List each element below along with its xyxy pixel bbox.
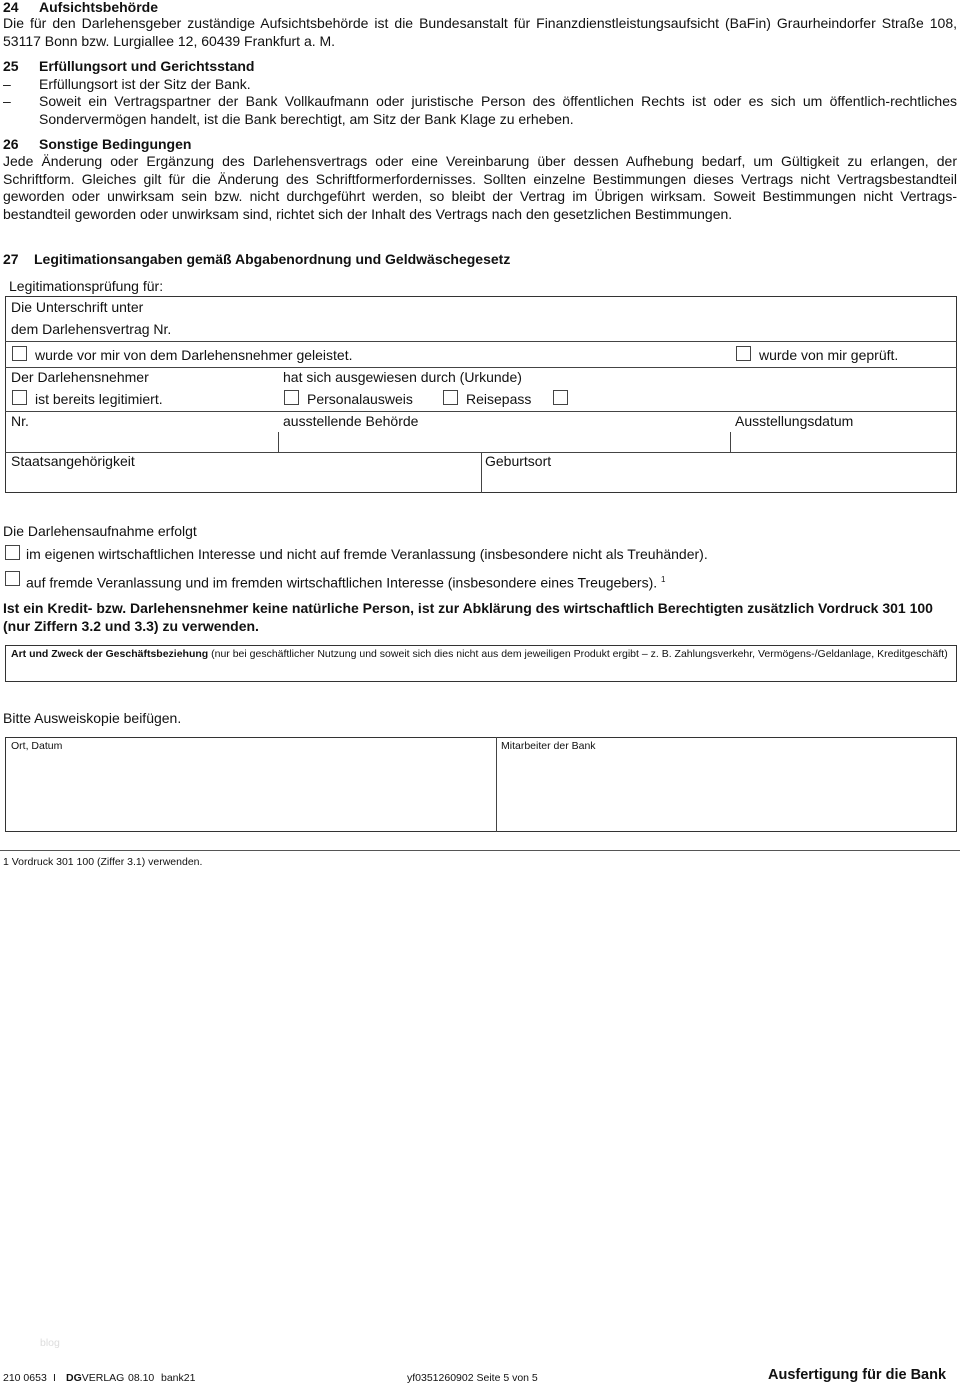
footer-doc-page: yf0351260902 Seite 5 von 5 bbox=[407, 1372, 538, 1384]
employee-label: Mitarbeiter der Bank bbox=[501, 740, 596, 752]
divider bbox=[5, 341, 957, 342]
purpose-label bbox=[11, 646, 948, 663]
birthplace-label: Geburtsort bbox=[485, 453, 552, 469]
watermark: blog bbox=[40, 1337, 60, 1349]
authority-label: ausstellende Behörde bbox=[283, 413, 419, 429]
verlag-text: VERLAG bbox=[81, 1372, 125, 1384]
borrower-label: Der Darlehensnehmer bbox=[11, 369, 149, 385]
divider bbox=[481, 452, 482, 493]
divider bbox=[5, 411, 957, 412]
section-25-number: 25 bbox=[3, 58, 19, 74]
section-26-text: Jede Änderung oder Ergänzung des Darlehensvertrags oder eine Vereinbarung über dessen Aufhebung bedarf, um Gültigkeit zu erlangen, der Schriftform. Gleiches gilt für die Änderung des Schriftformerfordernisses. Sollten einzelne Bestimmungen dieses Vertrags nicht Vertragsbestandteil geworden oder unwirksam sein bzw. nicht durchgeführt werden, so bleibt der Vertrag im Übrigen wirksam. Soweit Bestimmungen nicht Vertrags-bestandteil geworden oder unwirksam sind, richtet sich der Inhalt des Vertrags nach den gesetzlichen Bestimmungen. bbox=[3, 153, 957, 222]
divider bbox=[496, 737, 497, 832]
passport-checkbox[interactable] bbox=[443, 390, 458, 405]
other-document-checkbox[interactable] bbox=[553, 390, 568, 405]
loan-intro: Die Darlehensaufnahme erfolgt bbox=[3, 523, 197, 539]
footnote-ref: 1 bbox=[661, 575, 666, 584]
legitimized-label: ist bereits legitimiert. bbox=[35, 391, 163, 407]
bullet-dash: – bbox=[3, 93, 11, 109]
divider bbox=[730, 432, 731, 452]
section-24-title: Aufsichtsbehörde bbox=[39, 0, 159, 15]
footer-copy-for: Ausfertigung für die Bank bbox=[768, 1367, 947, 1383]
footer-date: 08.10 bbox=[128, 1372, 155, 1384]
section-26-number: 26 bbox=[3, 136, 19, 152]
dg-logo: DG bbox=[66, 1372, 82, 1384]
section-24-text: Die für den Darlehensgeber zuständige Aufsichtsbehörde ist die Bundesanstalt für Finanzdienstleistungsaufsicht (BaFin) Graurheindorfer Straße 108, 53117 Bonn bzw. Lurgiallee 12, 60439 Frankfurt a. M. bbox=[3, 15, 957, 49]
place-date-label: Ort, Datum bbox=[11, 740, 63, 752]
checked-label: wurde von mir geprüft. bbox=[759, 347, 899, 363]
section-26-title: Sonstige Bedingungen bbox=[39, 136, 192, 152]
footer-system: bank21 bbox=[161, 1372, 196, 1384]
third-party-label bbox=[26, 571, 665, 592]
id-card-checkbox[interactable] bbox=[284, 390, 299, 405]
section-25-item-1: Erfüllungsort ist der Sitz der Bank. bbox=[39, 76, 251, 92]
legitimation-intro: Legitimationsprüfung für: bbox=[9, 278, 164, 294]
nationality-label: Staatsangehörigkeit bbox=[11, 453, 135, 469]
third-party-checkbox[interactable] bbox=[5, 571, 20, 586]
issue-date-label: Ausstellungsdatum bbox=[735, 413, 854, 429]
own-interest-label: im eigenen wirtschaftlichen Interesse und nicht auf fremde Veranlassung (insbesondere nicht als Treuhänder). bbox=[26, 546, 708, 562]
signature-label-2: dem Darlehensvertrag Nr. bbox=[11, 321, 172, 337]
signature-label-1: Die Unterschrift unter bbox=[11, 299, 144, 315]
purpose-hint: (nur bei geschäftlicher Nutzung und soweit sich dies nicht aus dem jeweiligen Produkt ergibt – z. B. Zahlungsverkehr, Vermögens-/Geldanlage, Kreditgeschäft) bbox=[211, 648, 948, 660]
identified-label: hat sich ausgewiesen durch (Urkunde) bbox=[283, 369, 522, 385]
signed-checkbox[interactable] bbox=[12, 346, 27, 361]
signature-box bbox=[5, 737, 957, 832]
section-27-number: 27 bbox=[3, 251, 19, 267]
section-27-title: Legitimationsangaben gemäß Abgabenordnung und Geldwäschegesetz bbox=[34, 251, 511, 267]
signed-label: wurde vor mir von dem Darlehensnehmer geleistet. bbox=[35, 347, 353, 363]
section-24-number: 24 bbox=[3, 0, 19, 15]
own-interest-checkbox[interactable] bbox=[5, 545, 20, 560]
footer-separator: I bbox=[53, 1372, 56, 1384]
divider bbox=[278, 432, 279, 452]
section-25-item-2: Soweit ein Vertragspartner der Bank Vollkaufmann oder juristische Person des öffentlichen Rechts ist oder es sich um öffentlich-rechtliches Sondervermögen handelt, ist die Bank berechtigt, am Sitz der Bank Klage zu erheben. bbox=[39, 93, 957, 127]
legitimized-checkbox[interactable] bbox=[12, 390, 27, 405]
purpose-title: Art und Zweck der Geschäftsbeziehung bbox=[11, 648, 209, 660]
divider bbox=[5, 367, 957, 368]
footnote-divider bbox=[0, 850, 960, 851]
section-25-title: Erfüllungsort und Gerichtsstand bbox=[39, 58, 255, 74]
footnote: 1 Vordruck 301 100 (Ziffer 3.1) verwenden. bbox=[3, 856, 203, 868]
third-party-text: auf fremde Veranlassung und im fremden wirtschaftlichen Interesse (insbesondere eines Treugebers). bbox=[26, 574, 658, 591]
passport-label: Reisepass bbox=[466, 391, 532, 407]
nr-label: Nr. bbox=[11, 413, 29, 429]
checked-checkbox[interactable] bbox=[736, 346, 751, 361]
footer-code: 210 0653 bbox=[3, 1372, 47, 1384]
dg-verlag-logo bbox=[66, 1370, 124, 1387]
bullet-dash: – bbox=[3, 76, 11, 92]
id-card-label: Personalausweis bbox=[307, 391, 413, 407]
copy-notice: Bitte Ausweiskopie beifügen. bbox=[3, 710, 182, 726]
legal-entity-notice: Ist ein Kredit- bzw. Darlehensnehmer keine natürliche Person, ist zur Abklärung des wirtschaftlich Berechtigten zusätzlich Vordruck 301 100 (nur Ziffern 3.2 und 3.3) zu verwenden. bbox=[3, 600, 933, 634]
